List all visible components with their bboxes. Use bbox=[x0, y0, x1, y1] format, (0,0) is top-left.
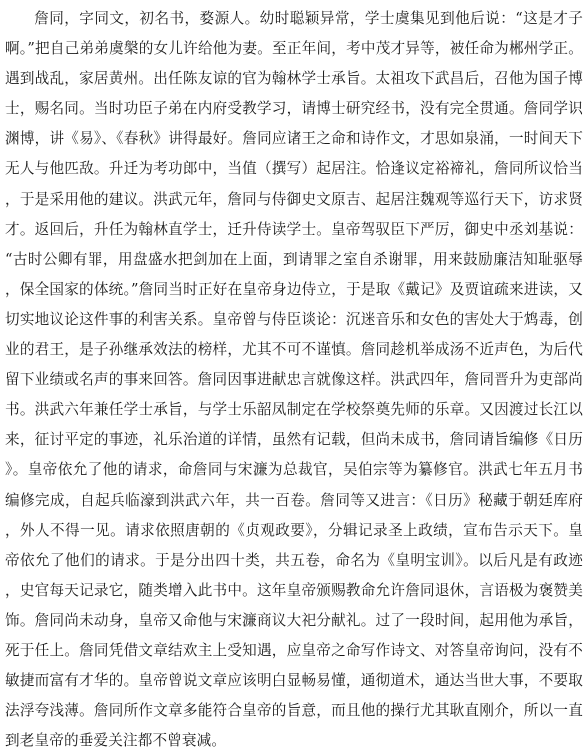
document-body: 詹同，字同文，初名书，婺源人。幼时聪颖异常，学士虞集见到他后说：“这是才子啊。”把自己弟弟虞槃的女儿许给他为妻。至正年间，考中茂才异等，被任命为郴州学正。遇到战乱，家居黄州。出任陈友谅的官为翰林学士承旨。太祖攻下武昌后，召他为国子博士，赐名同。当时功臣子弟在内府受教学习，请博士研究经书，没有完全贯通。詹同学识渊博，讲《易》、《春秋》讲得最好。詹同应诸王之命和诗作文，才思如泉涌，一时间天下无人与他匹敌。升迁为考功郎中，当值（撰写）起居注。恰逢议定裕禘礼，詹同所议恰当，于是采用他的建议。洪武元年，詹同与侍御史文原吉、起居注魏观等巡行天下，访求贤才。返回后，升任为翰林直学士，迁升侍读学士。皇帝驾驭臣下严厉，御史中丞刘基说：“古时公卿有罪，用盘盛水把剑加在上面，到请罪之室自杀谢罪，用来鼓励廉洁知耻驱辱，保全国家的体统。”詹同当时正好在皇帝身边侍立，于是取《戴记》及贾谊疏来进读，又切实地议论这件事的利害关系。皇帝曾与侍臣谈论：沉迷音乐和女色的害处大于鸩毒，创业的君王，是子孙继承效法的榜样，尤其不可不谨慎。詹同趁机举成汤不近声色，为后代留下业绩或名声的事来回答。詹同因事进献忠言就像这样。洪武四年，詹同晋升为吏部尚书。洪武六年兼任学士承旨，与学士乐韶凤制定在学校祭奠先师的乐章。又因渡过长江以来，征讨平定的事迹，礼乐治道的详情，虽然有记载，但尚未成书，詹同请旨编修《日历》。皇帝依允了他的请求，命詹同与宋濂为总裁官，吴伯宗等为纂修官。洪武七年五月书编修完成，自起兵临濠到洪武六年，共一百卷。詹同等又进言：《日历》秘藏于朝廷库府，外人不得一见。请求依照唐朝的《贞观政要》，分辑记录圣上政绩，宣布告示天下。皇帝依允了他们的请求。于是分出四十类，共五卷，命名为《皇明宝训》。以后凡是有政迹，史官每天记录它，随类增入此书中。这年皇帝颁赐教命允许詹同退休，言语极为褒赞美饰。詹同尚未动身，皇帝又命他与宋濂商议大祀分献礼。过了一段时间，起用他为承旨，死于任上。詹同凭借文章结欢主上受知遇，应皇帝之命写作诗文、对答皇帝询问，没有不敏捷而富有才华的。皇帝曾说文章应该明白显畅易懂，通彻道术，通达当世大事，不要取法浮夸浅薄。詹同所作文章多能符合皇帝的旨意，而且他的操行尤其耿直刚介，所以一直到老皇帝的垂爱关注都不曾衰减。 bbox=[5, 10, 583, 750]
